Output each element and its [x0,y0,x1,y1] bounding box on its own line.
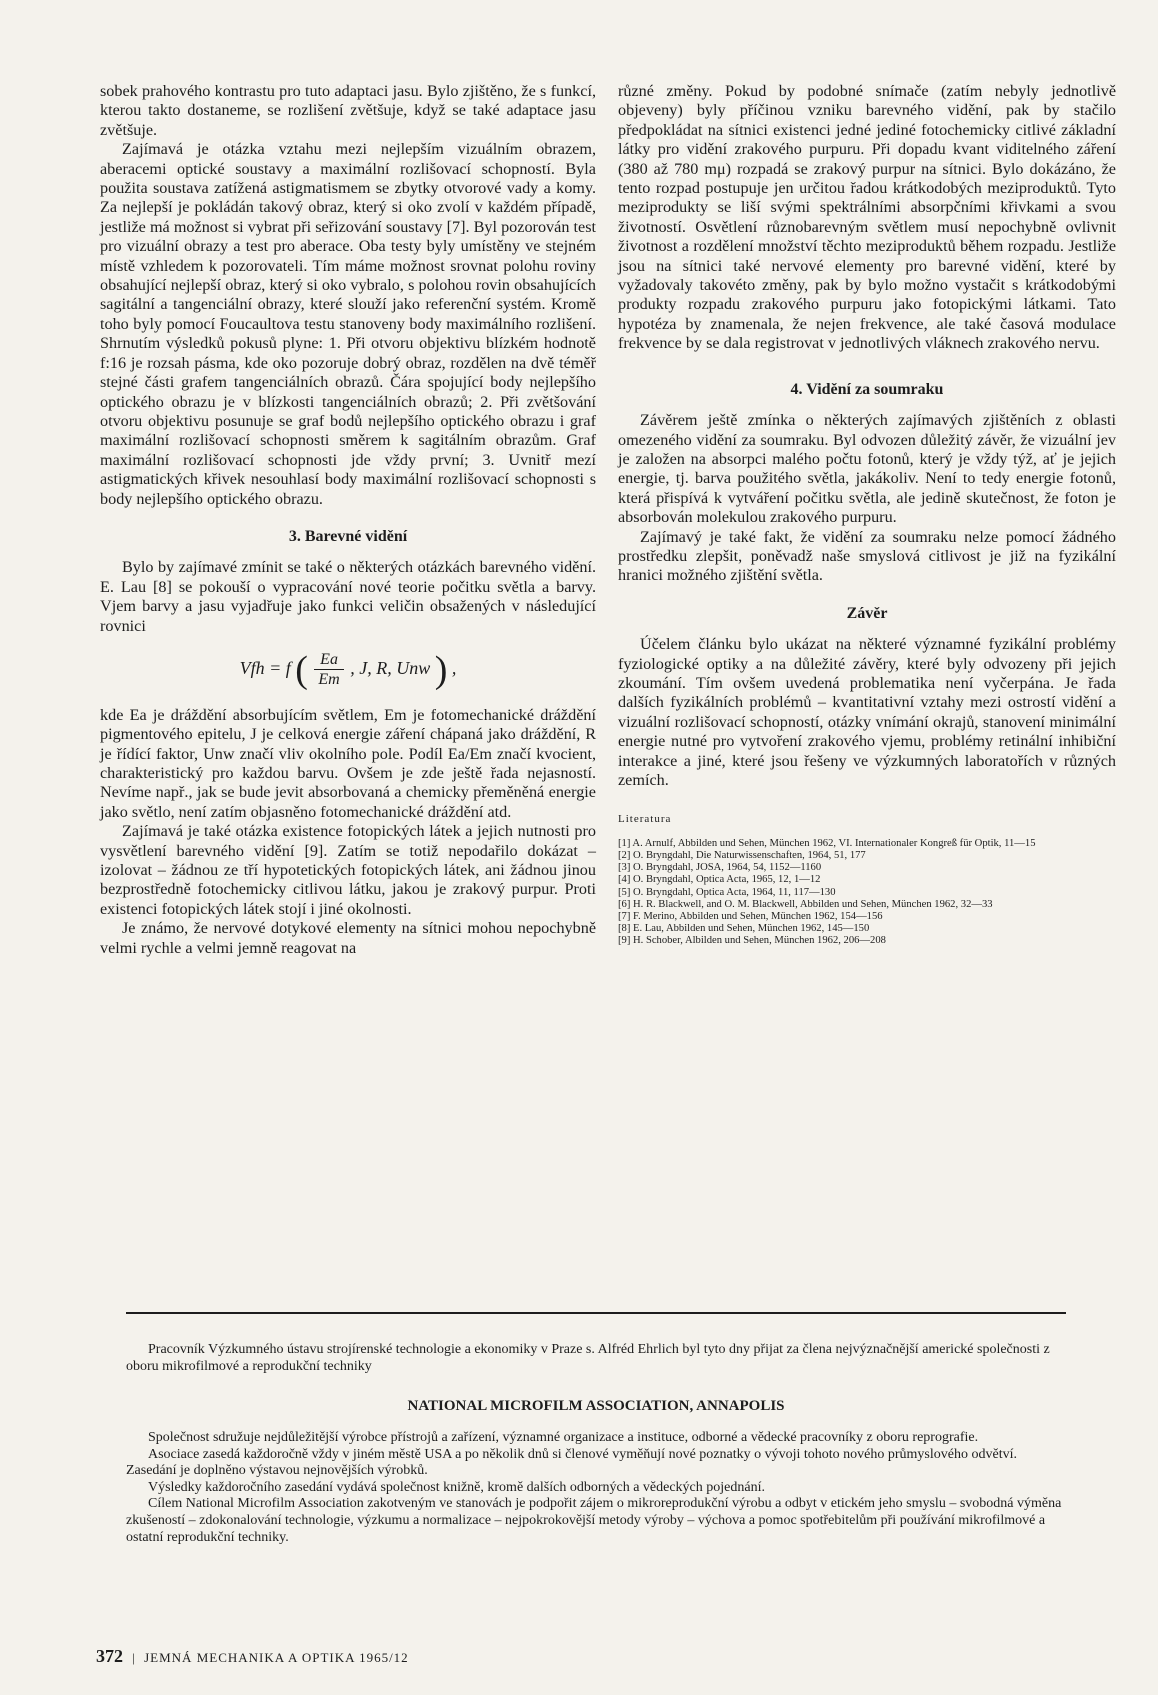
fraction-numerator: Ea [314,650,343,670]
paragraph: sobek prahového kontrastu pro tuto adaptaci jasu. Bylo zjištěno, že s funkcí, kterou takto dostaneme, se rozlišení zvětšuje, když se také adaptace jasu zvětšuje. [100,82,596,139]
fraction [314,650,343,690]
paragraph: Zajímavá je otázka vztahu mezi nejlepším vizuálním obrazem, aberacemi optické soustavy a maximální rozlišovací schopností. Byla použita soustava zatížená astigmatismem se zbytky otvorové vady a komy. Za nejlepší je pokládán takový obraz, který si oko zvolí v každém případě, jestliže má možnost si vybrat při seřizování soustavy [7]. Byl pozorován test pro vizuální obrazy a test pro aberace. Oba testy byly umístěny ve stejném místě vzhledem k pozorovateli. Tím máme možnost srovnat polohu roviny obsahující nejlepší obraz, který si oko vybralo, s polohou rovin obsahujících sagitální a tangenciální obrazy, které slouží jako referenční systém. Kromě toho byly pomocí Foucaultova testu stanoveny body maximálního rozlišení. Shrnutím výsledků pokusů plyne: 1. Při otvoru objektivu blízkém hodnotě f:16 je rozsah pásma, kde oko pozoruje dobrý obraz, rozdělen na dvě téměř stejné části grafem tangenciálních obrazů. Čára spojující body nejlepšího optického obrazu je v blízkosti tangenciálních obrazů; 2. Při zvětšování otvoru objektivu posunuje se graf bodů nejlepšího optického obrazu i graf maximální rozlišovací schopnosti směrem k sagitálním obrazům. Graf maximální rozlišovací schopnosti jde vždy první; 3. Uvnitř mezí astigmatických křivek nesouhlasí body maximální rozlišovací schopnosti s body nejlepšího optického obrazu. [100,140,596,508]
left-paren: ( [295,648,308,691]
notice-block [126,1342,1066,1375]
page-number: 372 [96,1646,123,1666]
reference-item: [4] O. Bryngdahl, Optica Acta, 1965, 12, 1—12 [618,874,821,886]
reference-item: [7] F. Merino, Abbilden und Sehen, München 1962, 154—156 [618,911,883,923]
nma-block [126,1430,1066,1546]
equation-args: , J, R, Unw [350,658,431,678]
section-heading: Závěr [846,604,888,622]
nma-heading: NATIONAL MICROFILM ASSOCIATION, ANNAPOLIS [407,1398,785,1414]
paragraph: kde Ea je dráždění absorbujícím světlem, Em je fotomechanické dráždění pigmentového epitelu, J je celková energie záření chápaná jako dráždění, R je řídící faktor, Unw značí vliv okolního pole. Podíl Ea/Em značí kvocient, charakteristický pro každou barvu. Ovšem je zde ještě řada nejasností. Nevíme např., jak se bude jevit absorbovaná a chemicky přeměněná energie jako světlo, není zatím objasněno fotomechanické dráždění atd. [100,705,596,821]
paragraph: Asociace zasedá každoročně vždy v jiném městě USA a po několik dnů si členové vyměňují nové poznatky o vývoji tohoto nového průmyslového odvětví. Zasedání je doplněno výstavou nejnovějších výrobků. [126,1446,1017,1479]
right-paren: ) [434,648,448,691]
paragraph: Je známo, že nervové dotykové elementy na sítnici mohou nepochybně velmi rychle a velmi jemně reagovat na [100,919,596,957]
paragraph: Účelem článku bylo ukázat na některé významné fyzikální problémy fyziologické optiky a na důležité závěry, které byly odvozeny při jejich zkoumání. Tím ovšem uvedená problematika není vyčerpána. Je řada dalších fyzikálních problémů – kvantitativní vztahy mezi ostrostí vidění a vizuální rozlišovací schopností, otázky vnímání okrajů, stanovení minimální energie nutné pro vytvoření zrakového vjemu, problémy retinální inhibiční interakce a jiné, které jsou řešeny ve výzkumných laboratořích v různých zemích. [618,635,1116,789]
reference-item: [1] A. Arnulf, Abbilden und Sehen, München 1962, VI. Internationaler Kongreß für Optik, 11—15 [618,837,1036,849]
equation-lhs: Vfh = f [239,658,291,678]
reference-item: [5] O. Bryngdahl, Optica Acta, 1964, 11, 117—130 [618,886,836,898]
page-footer [96,1646,409,1667]
paragraph: Zajímavá je také otázka existence fotopických látek a jejich nutnosti pro vysvětlení barevného vidění [9]. Zatím se totiž nepodařilo dokázat – izolovat – žádnou ze tří hypotetických fotopických látek, ani žádnou jinou bezprostředně fotochemicky citlivou látku, jakou je zrakový purpur. Proti existenci fotopických látek stojí i jiné okolnosti. [100,822,596,918]
fraction-denominator: Em [318,671,340,689]
reference-item: [2] O. Bryngdahl, Die Naturwissenschaften, 1964, 51, 177 [618,850,866,862]
footer-separator: | [132,1650,135,1665]
journal-name: JEMNÁ MECHANIKA A OPTIKA 1965/12 [144,1650,409,1665]
equation-tail: , [451,658,457,678]
reference-item: [8] E. Lau, Abbilden und Sehen, München 1962, 145—150 [618,923,870,935]
reference-item: [3] O. Bryngdahl, JOSA, 1964, 54, 1152—1160 [618,862,822,874]
left-column [100,82,596,958]
section-heading: 4. Vidění za soumraku [790,380,944,398]
paragraph: různé změny. Pokud by podobné snímače (zatím nebyly jednotlivě objeveny) byly příčinou vzniku barevného vidění, pak by stačilo předpokládat na sítnici existenci jedné jediné fotochemicky citlivé základní látky pro vidění zrakového purpuru. Při dopadu kvant viditelného záření (380 až 780 mμ) rozpadá se zrakový purpur na sítnici. Bylo dokázáno, že tento rozpad postupuje jen určitou řadou krátkodobých meziproduktů. Tyto meziprodukty se liší svými spektrálními absorpčními křivkami a svou životností. Osvětlení různobarevným světlem musí nepochybně ovlivnit životnost a rozdělení množství těchto meziproduktů během rozpadu. Jestliže jsou na sítnici také nervové elementy pro barevné vidění, které by vyžadovaly takovéto změny, pak by bylo možno vystačit s krátkodobými produkty rozpadu zrakového purpuru jako fotopickými látkami. Tato hypotéza by znamenala, že nejen frekvence, ale také časová modulace frekvence by se dala registrovat v jednotlivých vláknech zrakového nervu. [618,82,1116,353]
section-heading: 3. Barevné vidění [288,527,408,545]
notice-text: Pracovník Výzkumného ústavu strojírenské technologie a ekonomiky v Praze s. Alfréd Ehrlich byl tyto dny přijat za člena nejvýznačnější americké společnosti z oboru mikrofilmové a reprodukční techniky [126,1342,1050,1374]
reference-list [618,838,1116,948]
paragraph: Cílem National Microfilm Association zakotveným ve stanovách je podpořit zájem o mikroreprodukční výrobu a odbyt v etickém jeho smyslu – svobodná výměna zkušeností – zdokonalování technologie, výzkumu a normalizace – nejpokrokovější metody výroby – výchova a pomoc spotřebitelům při používání mikrofilmové a ostatní reprodukční techniky. [126,1496,1062,1545]
right-column [618,82,1116,948]
divider [126,1312,1066,1314]
paragraph: Výsledky každoročního zasedání vydává společnost knižně, kromě dalších odborných a vědeckých pojednání. [148,1479,765,1495]
reference-item: [9] H. Schober, Albilden und Sehen, München 1962, 206—208 [618,935,886,947]
equation [100,650,596,690]
literature-title: Literatura [618,813,672,826]
reference-item: [6] H. R. Blackwell, and O. M. Blackwell, Abbilden und Sehen, München 1962, 32—33 [618,898,993,910]
paragraph: Bylo by zajímavé zmínit se také o některých otázkách barevného vidění. E. Lau [8] se pokouší o vypracování nové teorie počitku světla a barvy. Vjem barvy a jasu vyjadřuje jako funkci veličin obsažených v následující rovnici [100,558,596,635]
paragraph: Závěrem ještě zmínka o některých zajímavých zjištěních z oblasti omezeného vidění za soumraku. Byl odvozen důležitý závěr, že vizuální jev je založen na absorpci malého počtu fotonů, který je vždy týž, ať je jejich energie, tj. barva použitého světla, jakákoliv. Není to tedy energie fotonů, která přispívá k vytváření počitku světla, ale jedině skutečnost, že foton je absorbován molekulou zrakového purpuru. [618,411,1116,527]
paragraph: Zajímavý je také fakt, že vidění za soumraku nelze pomocí žádného prostředku zlepšit, poněvadž naše smyslová citlivost je již na fyzikální hranici možného zjištění světla. [618,527,1116,585]
paragraph: Společnost sdružuje nejdůležitější výrobce přístrojů a zařízení, významné organizace a instituce, odborné a vědecké pracovníky z oboru reprografie. [148,1430,979,1445]
